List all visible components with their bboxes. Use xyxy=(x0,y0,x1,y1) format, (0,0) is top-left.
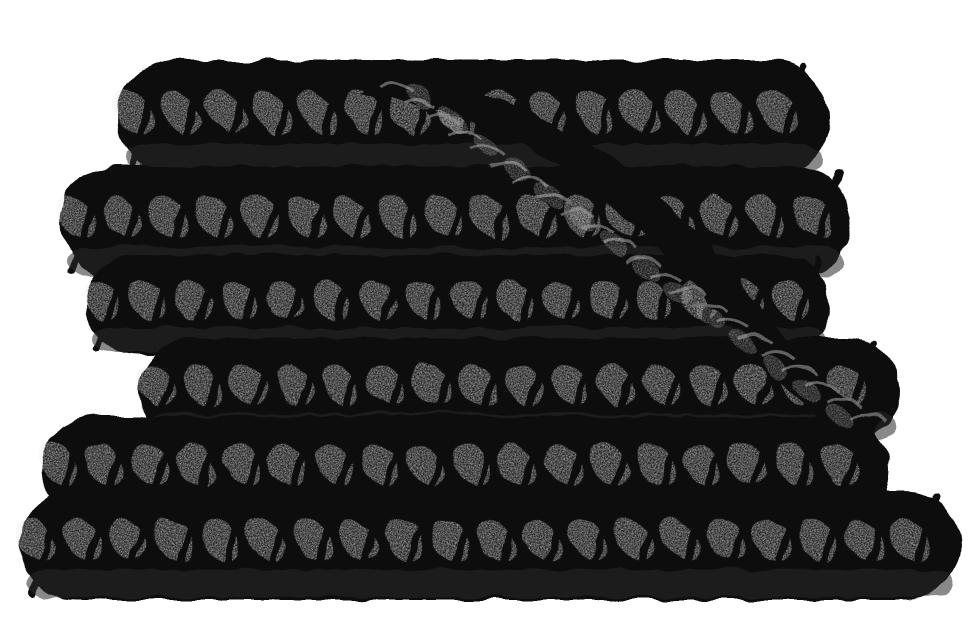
rope-coil-bottom xyxy=(9,490,960,600)
rope-coil-underside-shade xyxy=(26,570,954,598)
